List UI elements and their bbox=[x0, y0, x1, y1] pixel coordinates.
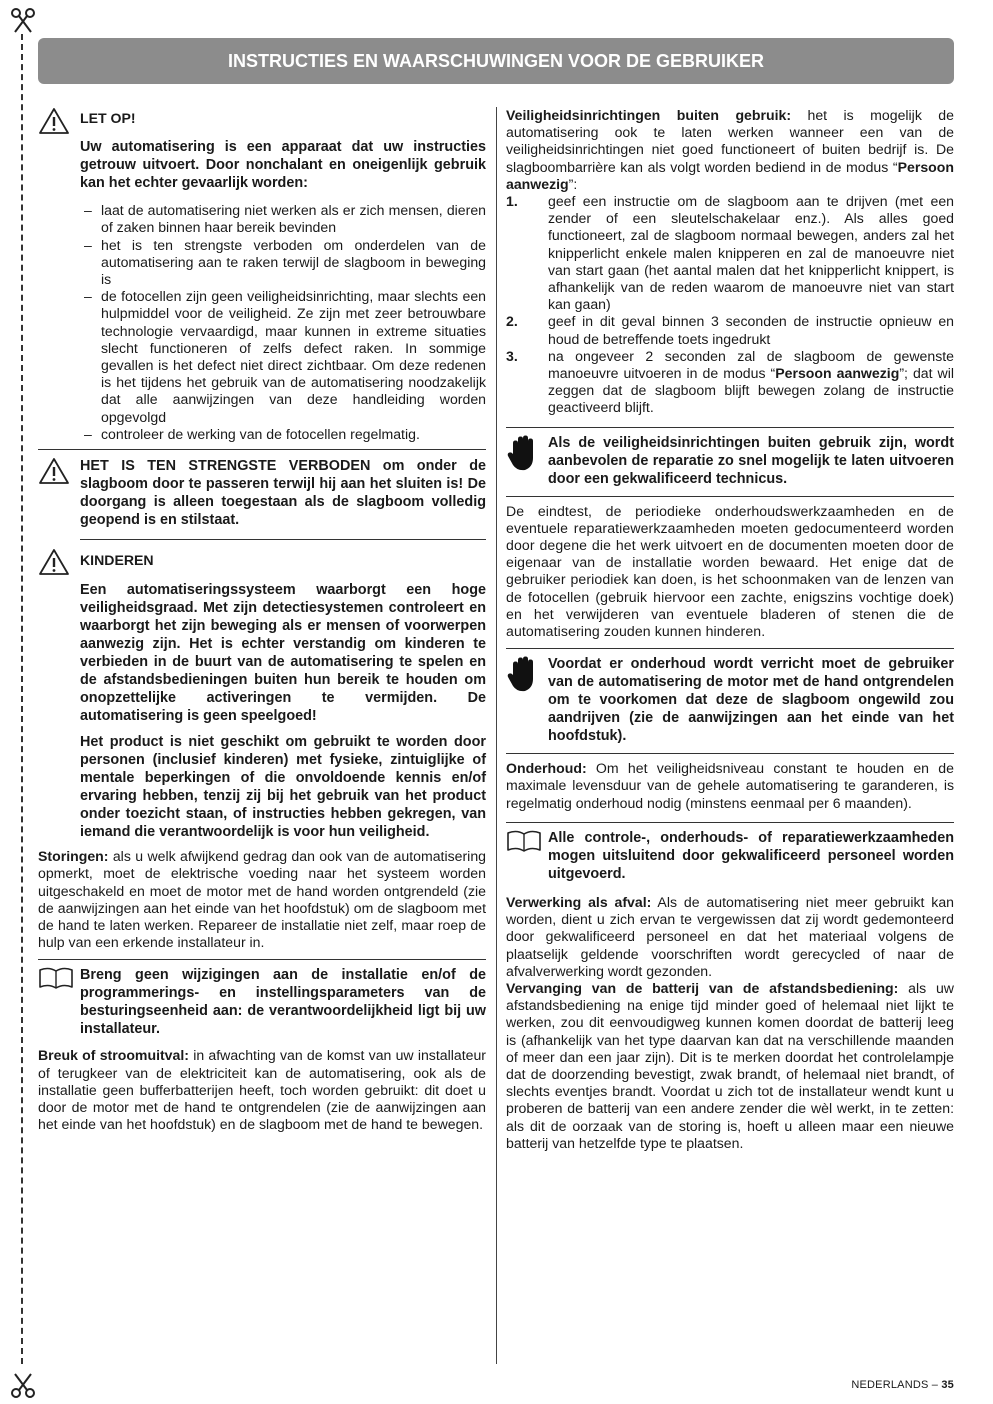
warning-triangle-icon bbox=[38, 548, 70, 576]
batterij-label: Vervanging van de batterij van de afstandsbediening: bbox=[506, 979, 899, 996]
page-number: 35 bbox=[941, 1379, 954, 1391]
letop-list bbox=[80, 202, 486, 443]
divider bbox=[506, 753, 954, 754]
book-icon bbox=[506, 829, 542, 853]
veiligheid-paragraph bbox=[506, 107, 954, 193]
step-number: 3. bbox=[506, 347, 518, 364]
list-item: – controleer de werking van de fotocellen regelmatig. bbox=[80, 426, 486, 443]
kinderen-p1: Een automatiseringssysteem waarborgt een hoge veiligheidsgraad. Met zijn detectiesystemen controleert en waarborgt het zijn beweging als er mensen of voorwerpen aanwezig zijn. Het is echter verstandig om kinderen te verbieden in de buurt van de automatisering te spelen en de afstandsbedieningen buiten hun bereik te houden om onopzettelijke activeringen te vermijden. De automatisering is geen speelgoed! bbox=[80, 582, 486, 725]
scissors-icon bbox=[9, 1372, 37, 1400]
warning-kinderen bbox=[38, 548, 486, 841]
afval-text: Als de automatisering niet meer gebruikt kan worden, dient u zich ervan te vergewissen dat zij wordt gedemonteerd door gekwalificeerd personeel en dat het materiaal volgens de plaatselijk geldende voorschriften wordt gerecycled of naar de afvalverwerking wordt gezonden. bbox=[506, 893, 954, 979]
mode-label: Persoon aanwezig bbox=[775, 365, 900, 382]
divider bbox=[506, 496, 954, 497]
veiligheid-label: Veiligheidsinrichtingen buiten gebruik: bbox=[506, 107, 792, 123]
warning-verboden bbox=[38, 457, 486, 529]
batterij-paragraph bbox=[506, 980, 954, 1152]
list-item bbox=[506, 313, 954, 347]
hand-stop-icon bbox=[506, 655, 540, 693]
step-number: 2. bbox=[506, 313, 518, 330]
mode-label: Persoon aanwezig bbox=[506, 158, 954, 192]
step-text-b: ”; dat wil zeggen dat de slagboom blijft bewegen zolang de instructie geactiveerd blijft. bbox=[548, 365, 954, 416]
step-text: geef een instructie om de slagboom aan te drijven (met een zender of een sleutelschakelaar enz.). Als alles goed functioneert, zal de slagboom normaal bewegen, anders zal het knipperlicht enkele malen knipperen en zal de manoeuvre niet van start gaan (het aantal malen dat het knipperlicht knippert, is afhankelijk van de reden waarom de manoeuvre niet van start kan gaan) bbox=[548, 193, 954, 313]
divider bbox=[506, 427, 954, 428]
page-footer bbox=[851, 1379, 954, 1391]
letop-intro: Uw automatisering is een apparaat dat uw instructies getrouw uitvoert. Door nonchalant en oneigenlijk gebruik kan het echter gevaarlijk worden: bbox=[80, 139, 486, 192]
list-item bbox=[506, 193, 954, 313]
column-divider bbox=[496, 107, 497, 1364]
step-text-a: na ongeveer 2 seconden zal de slagboom de gewenste manoeuvre uitvoeren in de modus “ bbox=[548, 347, 954, 382]
book-icon bbox=[38, 966, 74, 990]
footer-language: NEDERLANDS – bbox=[851, 1379, 942, 1391]
veiligheid-tail: ”: bbox=[568, 175, 578, 192]
warning-letop bbox=[38, 107, 486, 192]
divider bbox=[506, 648, 954, 649]
list-item: – de fotocellen zijn geen veiligheidsinrichting, maar slechts een hulpmiddel voor de veiligheid. Ze zijn met zeer betrouwbare technologie vervaardigd, maar kunnen in extreme situaties slecht functioneren of zelfs defect raken. In sommige gevallen is het defect niet direct zichtbaar. Om deze redenen is het tijdens het gebruik van de automatisering noodzakelijk dat alle aanwijzingen van deze handleiding worden opgevolgd bbox=[80, 288, 486, 426]
onderhoud-paragraph bbox=[506, 760, 954, 812]
reparatie-note-text: Als de veiligheidsinrichtingen buiten gebruik zijn, wordt aanbevolen de reparatie zo snel mogelijk te laten uitvoeren door een gekwalificeerd technicus. bbox=[548, 434, 954, 487]
breuk-paragraph bbox=[38, 1047, 486, 1133]
personeel-note-text: Alle controle-, onderhouds- of reparatiewerkzaamheden mogen uitsluitend door gekwalificeerd personeel worden uitgevoerd. bbox=[548, 829, 954, 882]
onderhoud-note-text: Voordat er onderhoud wordt verricht moet de gebruiker van de automatisering de motor met de hand ontgrendelen om te voorkomen dat deze de slagboom ongewild zou aandrijven (zie de aanwijzingen aan het einde van het hoofdstuk). bbox=[548, 656, 954, 745]
kinderen-p2: Het product is niet geschikt om gebruikt te worden door personen (inclusief kinderen) met fysieke, zintuiglijke of mentale beperkingen of die onvoldoende kennis en/of ervaring hebben, tenzij zij bij het gebruik van het product onder toezicht staan, of instructies hebben gekregen, van iemand die verantwoordelijk is voor hun veiligheid. bbox=[80, 734, 486, 841]
installatie-note-text: Breng geen wijzigingen aan de installatie en/of de programmerings- en instellingsparameters van de besturingseenheid aan: de verantwoordelijkheid ligt bij uw installateur. bbox=[80, 967, 486, 1038]
steps-list bbox=[506, 193, 954, 417]
divider bbox=[80, 539, 486, 540]
note-installatie bbox=[38, 966, 486, 1038]
divider bbox=[38, 449, 486, 450]
step-text: geef in dit geval binnen 3 seconden de instructie opnieuw en houd de betreffende toets ingedrukt bbox=[548, 313, 954, 347]
eindtest-paragraph: De eindtest, de periodieke onderhoudswerkzaamheden en de eventuele reparatiewerkzaamheden moeten gedocumenteerd worden door degene die het werk uitvoert en de documenten moeten door de eigenaar van de installatie worden bewaard. Het enige dat de gebruiker periodiek kan doen, is het schoonmaken van de lenzen van de fotocellen (gebruik hiervoor een zachte, enigszins vochtige doek) en het verwijderen van eventuele bladeren of stenen die de automatisering zouden kunnen hinderen. bbox=[506, 502, 954, 640]
divider bbox=[506, 822, 954, 823]
section-banner bbox=[38, 38, 954, 84]
letop-title: LET OP! bbox=[80, 110, 136, 126]
kinderen-title: KINDEREN bbox=[80, 552, 154, 569]
note-personeel bbox=[506, 829, 954, 883]
hand-stop-icon bbox=[506, 434, 540, 472]
onderhoud-label: Onderhoud: bbox=[506, 760, 587, 777]
scissors-icon bbox=[9, 6, 37, 34]
warning-triangle-icon bbox=[38, 457, 70, 485]
note-reparatie bbox=[506, 434, 954, 488]
storingen-label: Storingen: bbox=[38, 848, 109, 865]
step-number: 1. bbox=[506, 193, 518, 210]
storingen-text: als u welk afwijkend gedrag dan ook van de automatisering opmerkt, moet de elektrische voeding naar het systeem worden uitgeschakeld en moet de motor met de hand worden ontgrendeld (zie de aanwijzingen aan het einde van het hoofdstuk) om de slagboom met de hand te laten werken. Repareer de installatie niet zelf, maar roep de hulp van een erkende installateur in. bbox=[38, 848, 486, 951]
divider bbox=[38, 959, 486, 960]
onderhoud-text: Om het veiligheidsniveau constant te houden en de maximale levensduur van de gehele automatisering te garanderen, is regelmatig onderhoud nodig (minstens eenmaal per 6 maanden). bbox=[506, 760, 954, 811]
veiligheid-text: het is mogelijk de automatisering ook te laten werken wanneer een van de veiligheidsinrichtingen niet goed functioneert of buiten bedrijf is. De slagboombarrière kan als volgt worden bediend in de modus “ bbox=[506, 107, 954, 175]
breuk-label: Breuk of stroomuitval: bbox=[38, 1047, 189, 1064]
batterij-text: als uw afstandsbediening na enige tijd minder goed of helemaal niet lijkt te werken, zou dit eenvoudigweg kunnen komen doordat de batterij leeg is (afhankelijk van het type daarvan kan dat na verschillende maanden of meer dan een jaar zijn). Dit is te merken doordat het controlelampje dat de doorzending bevestigt, zwak brandt, of helemaal niet brandt, of slechts eventjes brandt. Voordat u zich tot de installateur wendt kunt u proberen de batterij van een andere zender die wèl werkt, in te zetten: als dit de oorzaak van de storing is, hoeft u alleen maar een nieuwe batterij van hetzelfde type te plaatsen. bbox=[506, 979, 954, 1151]
list-item bbox=[506, 348, 954, 417]
step-text bbox=[548, 348, 954, 417]
verboden-text: HET IS TEN STRENGSTE VERBODEN om onder de slagboom door te passeren terwijl hij aan het sluiten is! De doorgang is alleen toegestaan als de slagboom volledig geopend is en stilstaat. bbox=[80, 458, 486, 529]
left-column bbox=[38, 107, 486, 1133]
note-onderhoud bbox=[506, 655, 954, 745]
breuk-text: in afwachting van de komst van uw installateur of terugkeer van de elektriciteit kan de automatisering, ook als de installatie geen bufferbatterijen heeft, toch worden gebruikt: dit doet u door de motor met de hand te ontgrendelen (zie de aanwijzingen aan het einde van het hoofdstuk) en de slagboom met de hand te bewegen. bbox=[38, 1047, 486, 1133]
right-column bbox=[506, 107, 954, 1152]
list-item: – het is ten strengste verboden om onderdelen van de automatisering aan te raken terwijl de slagboom in beweging is bbox=[80, 237, 486, 289]
list-item: – laat de automatisering niet werken als er zich mensen, dieren of zaken binnen haar bereik bevinden bbox=[80, 202, 486, 236]
warning-triangle-icon bbox=[38, 107, 70, 135]
storingen-paragraph bbox=[38, 848, 486, 951]
page-title: INSTRUCTIES EN WAARSCHUWINGEN VOOR DE GEBRUIKER bbox=[227, 50, 765, 71]
cut-line bbox=[21, 34, 23, 1364]
afval-label: Verwerking als afval: bbox=[506, 893, 652, 910]
afval-paragraph bbox=[506, 894, 954, 980]
